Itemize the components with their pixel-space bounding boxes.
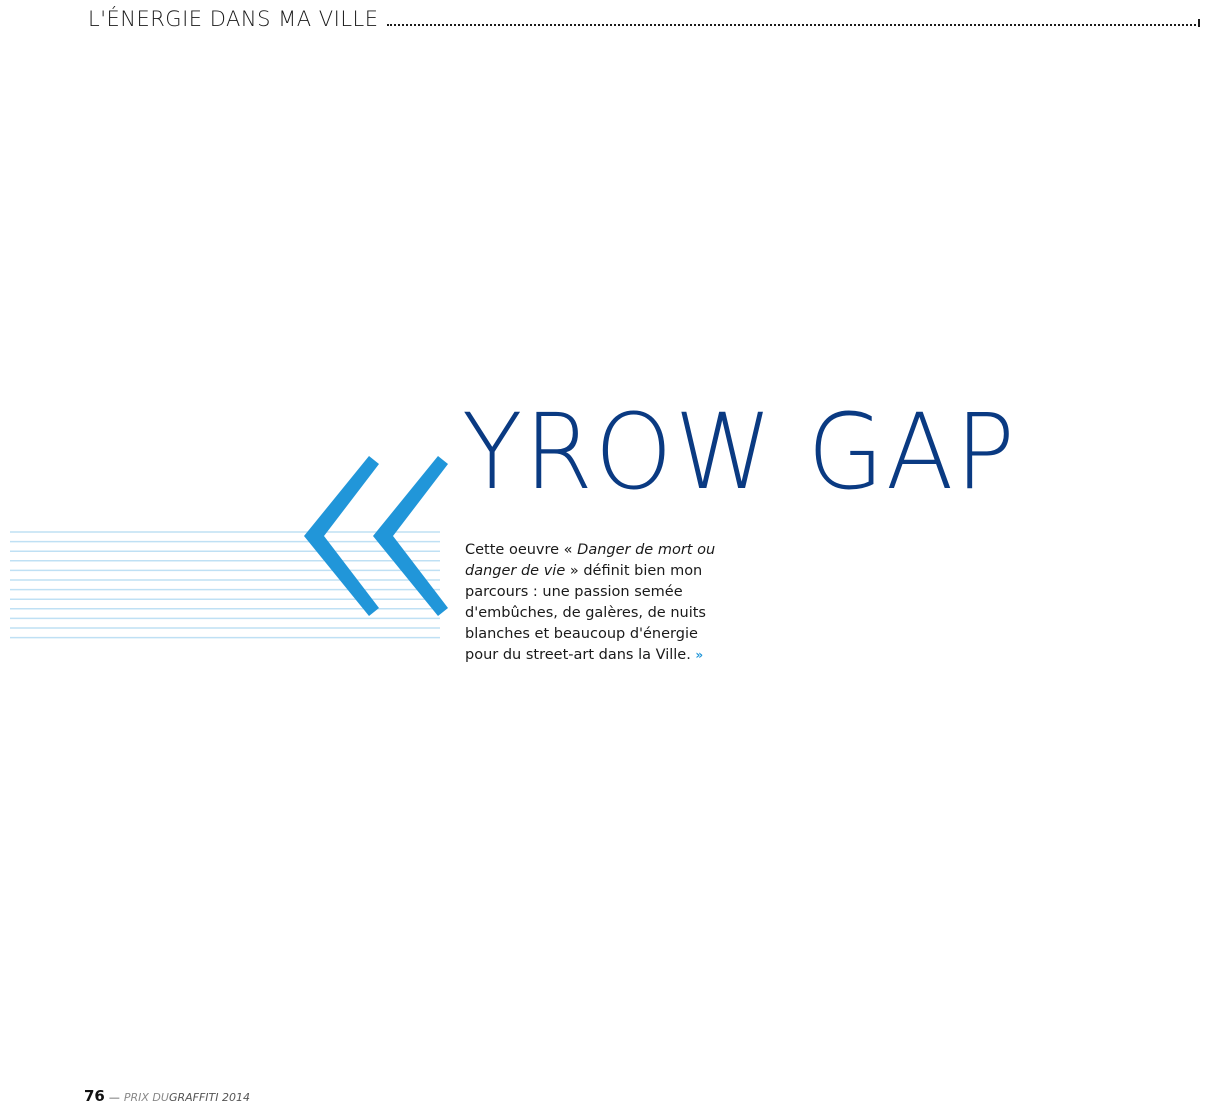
rule-end-tick [1198, 19, 1200, 27]
quote-text-body: » définit bien mon parcours : une passion semée d'embûches, de galères, de nuits blanches et beaucoup d'énergie pour du street-art dans la Ville. [465, 562, 706, 663]
quote-text-intro: Cette oeuvre « [465, 541, 578, 558]
continue-arrow-icon: » [695, 647, 703, 662]
publication-name: GRAFFITI 2014 [168, 1091, 250, 1104]
chevron-left-icon [304, 456, 379, 616]
running-header [88, 6, 1200, 30]
quote-paragraph [465, 540, 725, 666]
footer-separator: — [108, 1091, 120, 1104]
dotted-rule [387, 24, 1201, 26]
quote-text-title: Danger de mort ou danger de vie [465, 541, 716, 579]
speed-lines [10, 532, 440, 638]
page-footer [84, 1087, 250, 1105]
page-number: 76 [84, 1087, 105, 1105]
artist-name: YROW GAP [462, 391, 1017, 513]
chevron-right-icon [373, 456, 448, 616]
quote-mark-graphic [0, 440, 460, 650]
publication-name-prefix: PRIX DU [123, 1091, 169, 1104]
section-title: L'ÉNERGIE DANS MA VILLE [88, 7, 379, 31]
